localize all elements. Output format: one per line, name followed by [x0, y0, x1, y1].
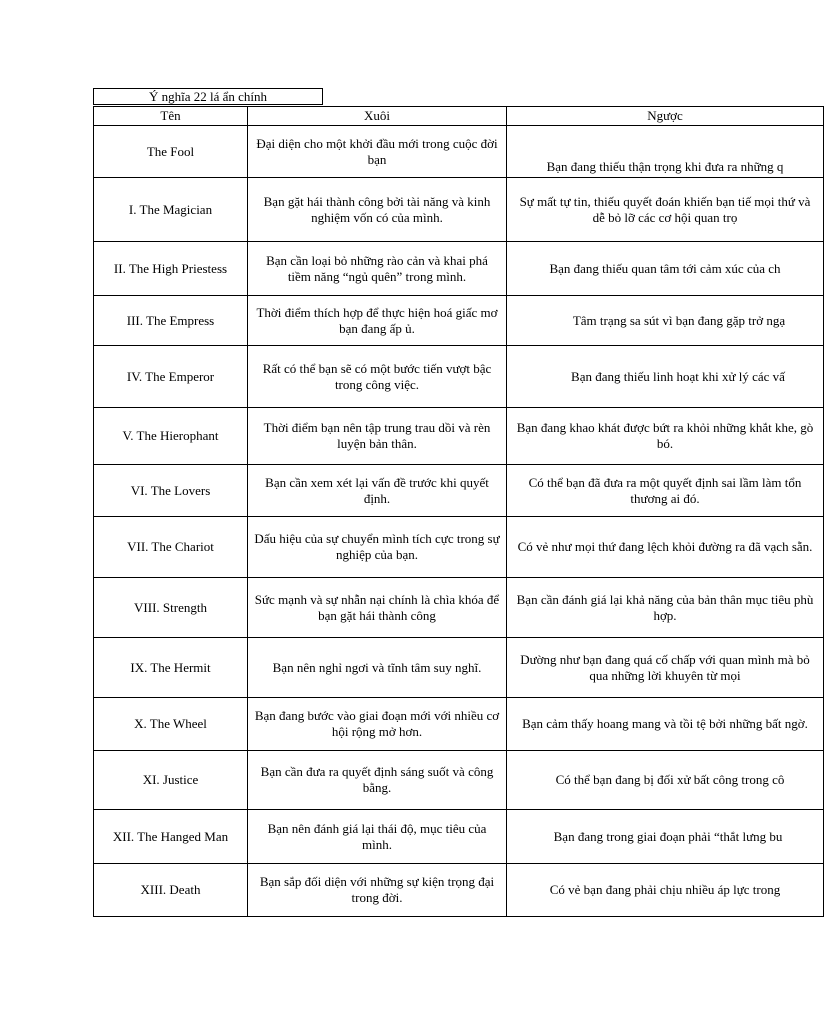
card-name: VII. The Chariot — [94, 517, 248, 578]
reversed-meaning: Có vẻ như mọi thứ đang lệch khỏi đường ra đã vạch sẵn. — [507, 517, 824, 578]
card-name: VIII. Strength — [94, 578, 248, 638]
upright-meaning: Sức mạnh và sự nhẫn nại chính là chìa khóa để bạn gặt hái thành công — [248, 578, 507, 638]
header-upright: Xuôi — [248, 107, 507, 126]
card-name: XI. Justice — [94, 751, 248, 810]
table-row — [94, 242, 824, 296]
table-row — [94, 346, 824, 408]
table-row — [94, 517, 824, 578]
table-row — [94, 810, 824, 864]
reversed-meaning: Bạn cần đánh giá lại khả năng của bản thân mục tiêu phù hợp. — [507, 578, 824, 638]
reversed-meaning: Bạn đang thiếu quan tâm tới cảm xúc của ch — [507, 242, 824, 296]
table-row — [94, 638, 824, 698]
header-row — [94, 107, 824, 126]
header-name: Tên — [94, 107, 248, 126]
reversed-meaning: Có vẻ bạn đang phải chịu nhiều áp lực trong — [507, 864, 824, 917]
table-row — [94, 178, 824, 242]
reversed-meaning: Dường như bạn đang quá cố chấp với quan mình mà bỏ qua những lời khuyên từ mọi — [507, 638, 824, 698]
upright-meaning: Đại diện cho một khởi đầu mới trong cuộc đời bạn — [248, 126, 507, 178]
table-row — [94, 864, 824, 917]
card-name: The Fool — [94, 126, 248, 178]
card-name: IX. The Hermit — [94, 638, 248, 698]
header-reversed: Ngược — [507, 107, 824, 126]
tarot-meaning-table — [93, 106, 824, 917]
reversed-meaning: Bạn đang thiếu linh hoạt khi xử lý các vấ — [507, 346, 824, 408]
card-name: IV. The Emperor — [94, 346, 248, 408]
card-name: V. The Hierophant — [94, 408, 248, 465]
table-row — [94, 578, 824, 638]
upright-meaning: Bạn đang bước vào giai đoạn mới với nhiều cơ hội rộng mở hơn. — [248, 698, 507, 751]
table-row — [94, 296, 824, 346]
upright-meaning: Thời điểm bạn nên tập trung trau dồi và rèn luyện bản thân. — [248, 408, 507, 465]
sheet-title: Ý nghĩa 22 lá ẩn chính — [93, 88, 323, 105]
upright-meaning: Bạn nên đánh giá lại thái độ, mục tiêu của mình. — [248, 810, 507, 864]
upright-meaning: Bạn cần đưa ra quyết định sáng suốt và công bằng. — [248, 751, 507, 810]
table-row — [94, 465, 824, 517]
reversed-meaning: Tâm trạng sa sút vì bạn đang gặp trở ngạ — [507, 296, 824, 346]
upright-meaning: Bạn sắp đối diện với những sự kiện trọng đại trong đời. — [248, 864, 507, 917]
upright-meaning: Bạn gặt hái thành công bởi tài năng và kinh nghiệm vốn có của mình. — [248, 178, 507, 242]
reversed-meaning: Có thể bạn đang bị đối xử bất công trong cô — [507, 751, 824, 810]
table-row — [94, 126, 824, 178]
upright-meaning: Bạn nên nghỉ ngơi và tĩnh tâm suy nghĩ. — [248, 638, 507, 698]
upright-meaning: Dấu hiệu của sự chuyển mình tích cực trong sự nghiệp của bạn. — [248, 517, 507, 578]
reversed-meaning: Bạn đang thiếu thận trọng khi đưa ra những q — [507, 126, 824, 178]
reversed-meaning: Có thể bạn đã đưa ra một quyết định sai lầm làm tổn thương ai đó. — [507, 465, 824, 517]
upright-meaning: Rất có thể bạn sẽ có một bước tiến vượt bậc trong công việc. — [248, 346, 507, 408]
card-name: X. The Wheel — [94, 698, 248, 751]
table-row — [94, 698, 824, 751]
reversed-meaning: Sự mất tự tin, thiếu quyết đoán khiến bạn tiế mọi thứ và dễ bỏ lỡ các cơ hội quan trọ — [507, 178, 824, 242]
reversed-meaning: Bạn đang khao khát được bứt ra khỏi những khắt khe, gò bó. — [507, 408, 824, 465]
card-name: I. The Magician — [94, 178, 248, 242]
reversed-meaning: Bạn cảm thấy hoang mang và tồi tệ bởi những bất ngờ. — [507, 698, 824, 751]
upright-meaning: Bạn cần xem xét lại vấn đề trước khi quyết định. — [248, 465, 507, 517]
card-name: XIII. Death — [94, 864, 248, 917]
card-name: II. The High Priestess — [94, 242, 248, 296]
table-row — [94, 751, 824, 810]
upright-meaning: Bạn cần loại bỏ những rào cản và khai phá tiềm năng “ngủ quên” trong mình. — [248, 242, 507, 296]
card-name: XII. The Hanged Man — [94, 810, 248, 864]
card-name: III. The Empress — [94, 296, 248, 346]
upright-meaning: Thời điểm thích hợp để thực hiện hoá giấc mơ bạn đang ấp ủ. — [248, 296, 507, 346]
reversed-meaning: Bạn đang trong giai đoạn phải “thắt lưng bu — [507, 810, 824, 864]
table-row — [94, 408, 824, 465]
card-name: VI. The Lovers — [94, 465, 248, 517]
